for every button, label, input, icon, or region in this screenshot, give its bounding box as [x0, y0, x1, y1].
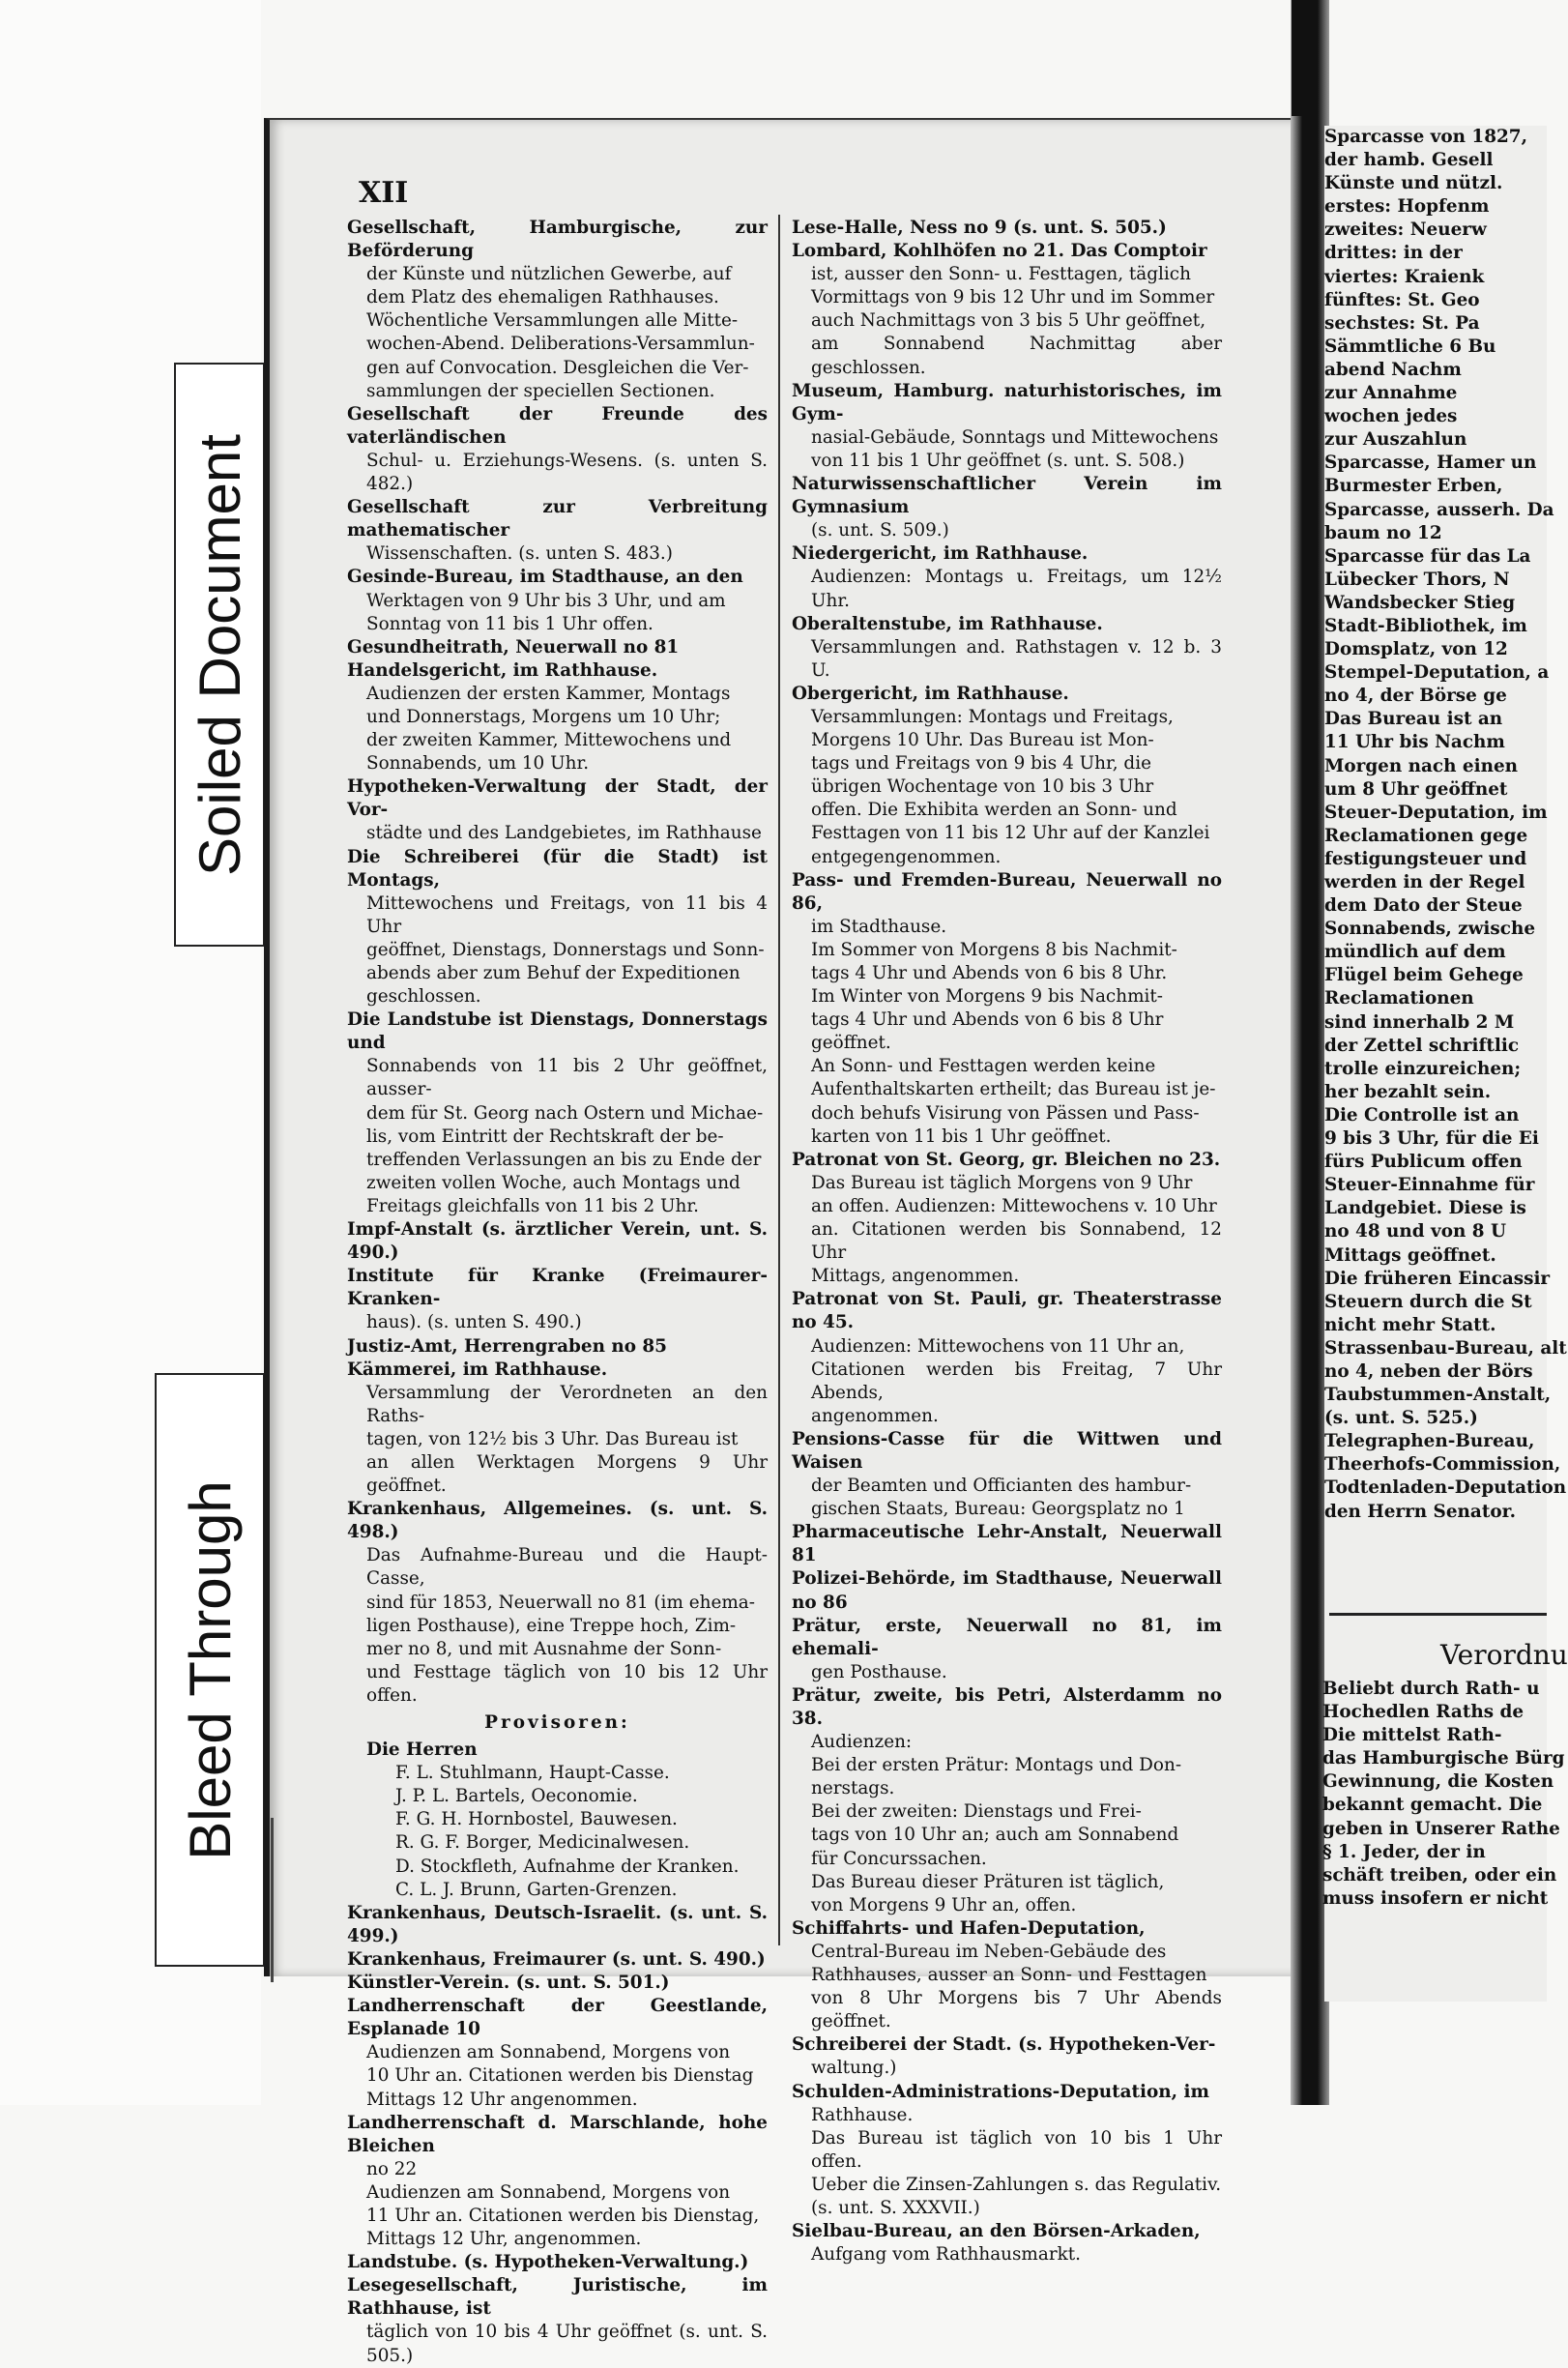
provisoren-heading: Provisoren:	[484, 1712, 630, 1733]
bleed-through-label	[155, 1373, 265, 1967]
entry-heading: Gesellschaft der Freunde des vaterländischen	[347, 403, 768, 448]
directory-entry	[792, 380, 1222, 473]
directory-entry	[792, 240, 1222, 380]
right-page-line: muss insofern er nicht	[1322, 1887, 1549, 1909]
entry-line: angenommen.	[811, 1405, 939, 1426]
right-page-line: festigungsteuer und	[1324, 848, 1527, 869]
right-page-line: Wandsbecker Stieg	[1324, 592, 1516, 613]
right-page-line: Flügel beim Gehege	[1324, 965, 1524, 986]
right-page-line: Lübecker Thors, N	[1324, 569, 1510, 590]
entry-line: Das Aufnahme-Bureau und die Haupt-Casse,	[366, 1545, 768, 1590]
provisor-person: R. G. F. Borger, Medicinalwesen.	[395, 1832, 690, 1854]
entry-line: Das Bureau ist täglich von 10 bis 1 Uhr offen.	[811, 2127, 1222, 2172]
directory-entry	[792, 2220, 1222, 2266]
right-page-line: Morgen nach einen	[1324, 755, 1519, 776]
middle-column	[792, 217, 1222, 2266]
entry-line: Mittags, angenommen.	[811, 1266, 1020, 1287]
right-page-line: Landgebiet. Diese is	[1324, 1198, 1526, 1219]
directory-entry	[792, 1567, 1222, 1614]
right-page-line: no 48 und von 8 U	[1324, 1221, 1507, 1242]
directory-entry	[792, 1149, 1222, 1289]
right-page-line: Stadt-Bibliothek, im	[1324, 615, 1527, 636]
entry-line: doch behufs Visirung von Pässen und Pass-	[811, 1102, 1200, 1124]
entry-line: Bei der ersten Prätur: Montags und Don-	[811, 1755, 1182, 1776]
entry-line: im Stadthause.	[811, 916, 947, 937]
entry-heading: Künstler-Verein. (s. unt. S. 501.)	[347, 1973, 670, 1994]
right-page-line: Telegraphen-Bureau,	[1324, 1431, 1535, 1452]
entry-heading: Die Schreiberei (für die Stadt) ist Montags,	[347, 846, 768, 891]
entry-line: für Concurssachen.	[811, 1848, 987, 1869]
entry-heading: Patronat von St. Georg, gr. Bleichen no 23.	[792, 1149, 1221, 1170]
right-page-line: Todtenladen-Deputation	[1324, 1477, 1567, 1499]
entry-line: Im Winter von Morgens 9 bis Nachmit-	[811, 986, 1164, 1008]
entry-heading: Schreiberei der Stadt. (s. Hypotheken-Ver-	[792, 2034, 1216, 2056]
entry-line: von 11 bis 1 Uhr geöffnet (s. unt. S. 508.)	[811, 450, 1185, 471]
entry-heading: Museum, Hamburg. naturhistorisches, im Gym-	[792, 380, 1222, 424]
directory-entry	[347, 1948, 768, 1972]
entry-heading: Obergericht, im Rathhause.	[792, 683, 1069, 704]
directory-entry	[792, 542, 1222, 612]
right-page-line: fünftes: St. Geo	[1324, 289, 1480, 310]
right-page-line: fürs Publicum offen	[1324, 1152, 1523, 1173]
right-page-line: sechstes: St. Pa	[1324, 312, 1480, 334]
entry-line: sind für 1853, Neuerwall no 81 (im ehema-	[366, 1592, 755, 1613]
directory-entry	[347, 2112, 768, 2252]
entry-line: Sonntag von 11 bis 1 Uhr offen.	[366, 613, 653, 634]
entry-line: Werktagen von 9 Uhr bis 3 Uhr, und am	[366, 590, 726, 611]
entry-line: Citationen werden bis Freitag, 7 Uhr Abends,	[811, 1359, 1222, 1403]
right-page-line: Das Bureau ist an	[1324, 709, 1503, 730]
entry-line: Freitags gleichfalls von 11 bis 2 Uhr.	[366, 1195, 699, 1216]
entry-line: Mittags 12 Uhr, angenommen.	[366, 2229, 642, 2250]
entry-heading: Handelsgericht, im Rathhause.	[347, 659, 658, 681]
directory-entry	[347, 775, 768, 845]
right-page-line: viertes: Kraienk	[1324, 266, 1485, 287]
right-page-line: Reclamationen gege	[1324, 825, 1528, 846]
directory-entry	[347, 1335, 768, 1359]
entry-heading: Patronat von St. Pauli, gr. Theaterstrasse no 45.	[792, 1289, 1222, 1333]
entry-line: nerstags.	[811, 1778, 895, 1799]
directory-entry	[347, 1265, 768, 1334]
entry-line: Aufgang vom Rathhausmarkt.	[811, 2244, 1082, 2266]
entry-line: Aufenthaltskarten ertheilt; das Bureau ist je-	[811, 1079, 1216, 1100]
entry-heading: Lombard, Kohlhöfen no 21. Das Comptoir	[792, 241, 1207, 262]
entry-line: haus). (s. unten S. 490.)	[366, 1312, 582, 1333]
entry-line: abends aber zum Behuf der Expeditionen	[366, 963, 740, 983]
entry-line: Central-Bureau im Neben-Gebäude des	[811, 1941, 1167, 1962]
entry-line: Rathhauses, ausser an Sonn- und Festtagen	[811, 1965, 1207, 1986]
right-page-line: zur Auszahlun	[1324, 429, 1467, 451]
right-page-line: um 8 Uhr geöffnet	[1324, 778, 1508, 800]
entry-line: auch Nachmittags von 3 bis 5 Uhr geöffnet,	[811, 310, 1206, 332]
entry-line: ist, ausser den Sonn- u. Festtagen, täglich	[811, 264, 1191, 285]
soiled-document-label	[174, 363, 265, 947]
entry-line: treffenden Verlassungen an bis zu Ende der	[366, 1149, 762, 1170]
entry-line: mer no 8, und mit Ausnahme der Sonn-	[366, 1638, 722, 1659]
directory-entry	[792, 473, 1222, 542]
provisor-person: F. L. Stuhlmann, Haupt-Casse.	[395, 1763, 670, 1784]
directory-entry	[347, 636, 768, 659]
entry-line: gen auf Convocation. Desgleichen die Ver-	[366, 357, 749, 378]
entry-line: Mittags 12 Uhr angenommen.	[366, 2089, 638, 2110]
directory-entry	[347, 217, 768, 403]
directory-entry	[347, 1498, 768, 1708]
entry-line: Sonnabends von 11 bis 2 Uhr geöffnet, ausser-	[366, 1056, 768, 1100]
right-page-line: Sonnabends, zwische	[1324, 919, 1536, 940]
entry-heading: Schulden-Administrations-Deputation, im	[792, 2081, 1209, 2102]
directory-entry	[347, 1218, 768, 1265]
right-page-line: no 4, neben der Börs	[1324, 1360, 1533, 1382]
directory-entry	[347, 1902, 768, 1948]
entry-heading: Hypotheken-Verwaltung der Stadt, der Vor-	[347, 776, 768, 821]
entry-line: karten von 11 bis 1 Uhr geöffnet.	[811, 1126, 1112, 1147]
entry-heading: Gesellschaft, Hamburgische, zur Beförderung	[347, 218, 768, 262]
provisoren-herren: Die Herren	[366, 1739, 478, 1761]
entry-heading: Die Landstube ist Dienstags, Donnerstags und	[347, 1009, 768, 1054]
entry-heading: Justiz-Amt, Herrengraben no 85	[347, 1335, 667, 1357]
entry-line: entgegengenommen.	[811, 846, 1002, 867]
entry-line: geschlossen.	[366, 986, 481, 1008]
entry-line: gischen Staats, Bureau: Georgsplatz no 1	[811, 1499, 1185, 1520]
directory-entry	[347, 496, 768, 566]
entry-line: geöffnet.	[811, 1033, 891, 1054]
entry-heading: Niedergericht, im Rathhause.	[792, 543, 1089, 565]
right-page-line: Taubstummen-Anstalt,	[1324, 1385, 1552, 1406]
right-page-line: drittes: in der	[1324, 243, 1463, 264]
right-page-line: wochen jedes	[1324, 406, 1458, 427]
entry-line: Festtagen von 11 bis 12 Uhr auf der Kanzlei	[811, 823, 1210, 844]
directory-entry	[792, 1288, 1222, 1428]
right-page-line: (s. unt. S. 525.)	[1324, 1408, 1478, 1429]
entry-heading: Oberaltenstube, im Rathhause.	[792, 613, 1103, 634]
entry-line: dem für St. Georg nach Ostern und Michae-	[366, 1102, 764, 1124]
right-page-line: Sämmtliche 6 Bu	[1324, 336, 1496, 357]
entry-line: Morgens 10 Uhr. Das Bureau ist Mon-	[811, 730, 1154, 751]
entry-heading: Lesegesellschaft, Juristische, im Rathhause, ist	[347, 2275, 768, 2320]
entry-heading: Impf-Anstalt (s. ärztlicher Verein, unt. S. 490.)	[347, 1219, 768, 1264]
right-page-line: Burmester Erben,	[1324, 476, 1503, 497]
entry-heading: Schiffahrts- und Hafen-Deputation,	[792, 1917, 1146, 1939]
directory-entry	[792, 1917, 1222, 2033]
entry-line: am Sonnabend Nachmittag aber geschlossen.	[811, 334, 1222, 378]
document-page	[264, 118, 1300, 2366]
right-page-line: abend Nachm	[1324, 359, 1462, 380]
entry-line: Ueber die Zinsen-Zahlungen s. das Regulativ.	[811, 2174, 1222, 2195]
right-page-line: Steuer-Deputation, im	[1324, 802, 1548, 823]
bleed-through-text: Bleed Through	[177, 1479, 243, 1860]
entry-line: waltung.)	[811, 2058, 897, 2079]
right-page-line: Steuer-Einnahme für	[1324, 1175, 1535, 1196]
directory-entry	[792, 683, 1222, 869]
entry-heading: Landstube. (s. Hypotheken-Verwaltung.)	[347, 2252, 749, 2273]
right-page-line: der Zettel schriftlic	[1324, 1035, 1520, 1056]
right-page-line: sind innerhalb 2 M	[1324, 1011, 1515, 1033]
entry-line: sammlungen der speciellen Sectionen.	[366, 380, 715, 401]
provisor-person: D. Stockfleth, Aufnahme der Kranken.	[395, 1856, 740, 1877]
entry-line: Wöchentliche Versammlungen alle Mitte-	[366, 310, 739, 332]
entry-heading: Krankenhaus, Deutsch-Israelit. (s. unt. S. 499.)	[347, 1902, 768, 1946]
directory-entry	[347, 2251, 768, 2274]
entry-heading: Pensions-Casse für die Wittwen und Waisen	[792, 1428, 1222, 1473]
entry-heading: Institute für Kranke (Freimaurer-Kranken-	[347, 1266, 768, 1310]
entry-line: Versammlungen: Montags und Freitags,	[811, 706, 1174, 727]
right-page-line: Sparcasse, ausserh. Da	[1324, 499, 1554, 520]
right-page-line: erstes: Hopfenm	[1324, 196, 1490, 218]
page-edge	[271, 1818, 274, 1982]
entry-line: lis, vom Eintritt der Rechtskraft der be-	[366, 1126, 724, 1147]
entry-line: wochen-Abend. Deliberations-Versammlun-	[366, 334, 755, 355]
right-page-line: Sparcasse von 1827,	[1324, 127, 1527, 147]
entry-line: nasial-Gebäude, Sonntags und Mittewochens	[811, 426, 1219, 448]
entry-line: Audienzen am Sonnabend, Morgens von	[366, 2181, 731, 2203]
directory-entry	[792, 1521, 1222, 1567]
directory-entry	[347, 659, 768, 775]
right-page-line: Strassenbau-Bureau, alt	[1324, 1337, 1567, 1359]
left-column	[347, 217, 768, 2368]
entry-heading: Gesinde-Bureau, im Stadthause, an den	[347, 567, 743, 588]
entry-line: dem Platz des ehemaligen Rathhauses.	[366, 287, 719, 308]
gutter-shadow	[1292, 0, 1305, 116]
entry-line: Sonnabends, um 10 Uhr.	[366, 753, 590, 775]
right-page-line: Domsplatz, von 12	[1324, 639, 1508, 660]
right-page-line: her bezahlt sein.	[1324, 1081, 1492, 1102]
right-page-line: Sparcasse für das La	[1324, 545, 1531, 567]
right-page-line: Reclamationen	[1324, 988, 1474, 1009]
directory-entry	[347, 1359, 768, 1499]
entry-heading: Landherrenschaft d. Marschlande, hohe Bleichen	[347, 2112, 768, 2156]
entry-line: 11 Uhr an. Citationen werden bis Dienstag,	[366, 2205, 760, 2226]
directory-entry	[347, 1995, 768, 2111]
entry-line: gen Posthause.	[811, 1661, 947, 1682]
entry-line: Schul- u. Erziehungs-Wesens. (s. unten S. 482.)	[366, 450, 768, 495]
right-page-line: Die Controlle ist an	[1324, 1104, 1520, 1126]
entry-line: ligen Posthause), eine Treppe hoch, Zim-	[366, 1615, 737, 1636]
entry-heading: Gesellschaft zur Verbreitung mathematischer	[347, 497, 768, 541]
provisor-person: F. G. H. Hornbostel, Bauwesen.	[395, 1809, 678, 1830]
entry-line: der zweiten Kammer, Mittewochens und	[366, 730, 732, 751]
directory-entry	[347, 2274, 768, 2367]
entry-heading: Krankenhaus, Freimaurer (s. unt. S. 490.)	[347, 1948, 766, 1970]
entry-line: zweiten vollen Woche, auch Montags und	[366, 1172, 740, 1193]
right-page-line: werden in der Regel	[1324, 872, 1525, 892]
entry-heading: Prätur, zweite, bis Petri, Alsterdamm no 38.	[792, 1684, 1222, 1729]
entry-line: Im Sommer von Morgens 8 bis Nachmit-	[811, 939, 1177, 960]
entry-line: Das Bureau ist täglich Morgens von 9 Uhr	[811, 1172, 1193, 1193]
directory-entry	[792, 869, 1222, 1149]
directory-entry	[792, 217, 1222, 240]
entry-line: An Sonn- und Festtagen werden keine	[811, 1056, 1156, 1077]
entry-heading: Landherrenschaft der Geestlande, Esplanade 10	[347, 1996, 768, 2040]
entry-heading: Pass- und Fremden-Bureau, Neuerwall no 86,	[792, 869, 1222, 914]
right-page-line: Künste und nützl.	[1324, 173, 1503, 194]
entry-line: geöffnet, Dienstags, Donnerstags und Sonn-	[366, 939, 765, 960]
right-page-line: geben in Unserer Rathe	[1322, 1818, 1560, 1839]
right-page-line: das Hamburgische Bürg	[1322, 1748, 1565, 1769]
entry-heading: Lese-Halle, Ness no 9 (s. unt. S. 505.)	[792, 218, 1167, 238]
directory-entry	[792, 1615, 1222, 1684]
entry-line: (s. unt. S. XXXVII.)	[811, 2197, 980, 2218]
entry-line: Audienzen: Mittewochens von 11 Uhr an,	[811, 1335, 1185, 1357]
right-page-line: dem Dato der Steue	[1324, 895, 1523, 917]
entry-heading: Kämmerei, im Rathhause.	[347, 1359, 608, 1380]
right-page-rule	[1329, 1613, 1547, 1616]
directory-entry	[347, 1009, 768, 1218]
provisor-person: J. P. L. Bartels, Oeconomie.	[395, 1786, 638, 1807]
directory-entry	[792, 2033, 1222, 2080]
entry-line: an allen Werktagen Morgens 9 Uhr geöffnet.	[366, 1451, 768, 1497]
entry-line: (s. unt. S. 509.)	[811, 520, 949, 541]
page-number: XII	[359, 176, 409, 210]
entry-line: Audienzen: Montags u. Freitags, um 12½ Uhr.	[811, 567, 1222, 611]
directory-entry	[792, 2081, 1222, 2221]
right-page-line: bekannt gemacht. Die	[1322, 1795, 1543, 1816]
right-page-line: zur Annahme	[1324, 383, 1458, 404]
entry-heading: Pharmaceutische Lehr-Anstalt, Neuerwall 81	[792, 1522, 1222, 1566]
right-page-line: Theerhofs-Commission,	[1324, 1454, 1561, 1476]
entry-line: no 22	[366, 2158, 418, 2179]
right-page-line: Die früheren Eincassir	[1324, 1268, 1551, 1289]
directory-entry	[792, 1428, 1222, 1521]
entry-line: tags 4 Uhr und Abends von 6 bis 8 Uhr	[811, 1009, 1164, 1031]
right-page-line: § 1. Jeder, der in	[1322, 1841, 1486, 1862]
directory-entry	[792, 613, 1222, 683]
right-page-line: Hochedlen Raths de	[1322, 1702, 1524, 1723]
entry-heading: Naturwissenschaftlicher Verein im Gymnasium	[792, 474, 1222, 518]
entry-line: und Donnerstags, Morgens um 10 Uhr;	[366, 706, 721, 727]
entry-line: Audienzen:	[811, 1732, 913, 1753]
right-page-line: 9 bis 3 Uhr, für die Ei	[1324, 1128, 1539, 1150]
directory-entry	[347, 1972, 768, 1995]
right-page-line: 11 Uhr bis Nachm	[1324, 732, 1505, 753]
entry-line: Wissenschaften. (s. unten S. 483.)	[366, 543, 673, 565]
entry-line: Bei der zweiten: Dienstags und Frei-	[811, 1801, 1142, 1823]
directory-entry	[347, 846, 768, 1009]
entry-line: Versammlungen and. Rathstagen v. 12 b. 3 U.	[811, 636, 1222, 681]
directory-entry	[347, 566, 768, 635]
provisor-person: C. L. J. Brunn, Garten-Grenzen.	[395, 1879, 678, 1900]
right-page-line: mündlich auf dem	[1324, 942, 1506, 963]
entry-line: Rathhause.	[811, 2104, 914, 2125]
right-page-line: Gewinnung, die Kosten	[1322, 1771, 1554, 1793]
right-page-line: Steuern durch die St	[1324, 1291, 1532, 1312]
soiled-document-text: Soiled Document	[187, 433, 252, 876]
entry-line: Mittewochens und Freitags, von 11 bis 4 Uhr	[366, 892, 768, 937]
right-page-line: Sparcasse, Hamer un	[1324, 453, 1537, 474]
right-page-line: no 4, der Börse ge	[1324, 686, 1507, 707]
entry-line: städte und des Landgebietes, im Rathhause	[366, 823, 762, 844]
right-page-line: Stempel-Deputation, a	[1324, 662, 1550, 684]
entry-line: von 8 Uhr Morgens bis 7 Uhr Abends geöffnet.	[811, 1988, 1222, 2032]
right-page-text-b	[1322, 1678, 1565, 1911]
entry-line: tags 4 Uhr und Abends von 6 bis 8 Uhr.	[811, 963, 1168, 983]
entry-line: täglich von 10 bis 4 Uhr geöffnet (s. unt. S. 505.)	[366, 2322, 768, 2366]
right-page-line: zweites: Neuerw	[1324, 219, 1487, 241]
right-page-line: baum no 12	[1324, 522, 1442, 543]
entry-line: offen. Die Exhibita werden an Sonn- und	[811, 800, 1177, 821]
entry-line: Vormittags von 9 bis 12 Uhr und im Sommer	[811, 287, 1215, 308]
entry-line: Audienzen am Sonnabend, Morgens von	[366, 2042, 731, 2063]
entry-line: an. Citationen werden bis Sonnabend, 12 Uhr	[811, 1219, 1222, 1264]
entry-heading: Prätur, erste, Neuerwall no 81, im ehemali-	[792, 1615, 1222, 1659]
entry-line: tags von 10 Uhr an; auch am Sonnabend	[811, 1825, 1179, 1846]
entry-line: tagen, von 12½ bis 3 Uhr. Das Bureau ist	[366, 1428, 739, 1449]
right-page-line: Mittags geöffnet.	[1324, 1244, 1496, 1266]
entry-line: von Morgens 9 Uhr an, offen.	[811, 1894, 1077, 1915]
right-page-line: den Herrn Senator.	[1324, 1501, 1516, 1522]
entry-line: Das Bureau dieser Präturen ist täglich,	[811, 1871, 1165, 1892]
entry-heading: Polizei-Behörde, im Stadthause, Neuerwall no 86	[792, 1568, 1222, 1613]
directory-entry	[347, 403, 768, 496]
entry-heading: Sielbau-Bureau, an den Börsen-Arkaden,	[792, 2221, 1201, 2242]
entry-line: übrigen Wochentage von 10 bis 3 Uhr	[811, 776, 1154, 798]
entry-line: der Beamten und Officianten des hambur-	[811, 1476, 1192, 1497]
entry-line: der Künste und nützlichen Gewerbe, auf	[366, 264, 732, 285]
entry-heading: Krankenhaus, Allgemeines. (s. unt. S. 498.)	[347, 1499, 768, 1543]
entry-line: Audienzen der ersten Kammer, Montags	[366, 683, 731, 704]
right-page-line: trolle einzureichen;	[1324, 1058, 1522, 1079]
right-page-line: schäft treiben, oder ein	[1322, 1864, 1557, 1886]
entry-line: 10 Uhr an. Citationen werden bis Dienstag	[366, 2065, 754, 2087]
right-page-line: Die mittelst Rath-	[1322, 1725, 1502, 1746]
entry-line: und Festtage täglich von 10 bis 12 Uhr offen.	[366, 1661, 768, 1706]
right-page-line: Beliebt durch Rath- u	[1322, 1679, 1540, 1699]
right-page-heading: Verordnu	[1440, 1639, 1568, 1671]
right-page-line: der hamb. Gesell	[1324, 150, 1494, 171]
entry-line: tags und Freitags von 9 bis 4 Uhr, die	[811, 753, 1151, 775]
directory-entry	[792, 1684, 1222, 1917]
column-divider	[778, 215, 780, 1945]
entry-line: Versammlung der Verordneten an den Raths-	[366, 1382, 768, 1426]
right-page-line: nicht mehr Statt.	[1324, 1314, 1496, 1335]
entry-line: an offen. Audienzen: Mittewochens v. 10 Uhr	[811, 1195, 1217, 1216]
entry-heading: Gesundheitrath, Neuerwall no 81	[347, 636, 680, 658]
